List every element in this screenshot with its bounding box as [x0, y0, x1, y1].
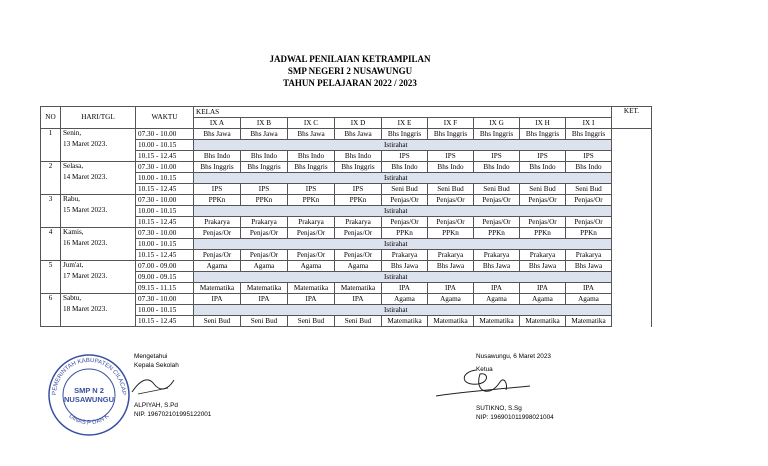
subject-cell: Penjas/Or: [566, 217, 612, 228]
left-signature-block: [134, 352, 179, 370]
subject-cell: IPS: [288, 184, 335, 195]
subject-cell: Bhs Indo: [428, 162, 474, 173]
ket-cell: [612, 272, 652, 283]
title-line-3: TAHUN PELAJARAN 2022 / 2023: [283, 78, 417, 88]
row-time: 07.30 - 10.00: [136, 162, 194, 173]
row-date: 18 Maret 2023.: [63, 305, 108, 313]
header-class-8: IX H: [520, 118, 566, 129]
subject-cell: PPKn: [428, 228, 474, 239]
break-cell: Istirahat: [194, 305, 612, 316]
left-signature-name-block: [134, 401, 211, 419]
subject-cell: Penjas/Or: [241, 250, 288, 261]
subject-cell: Matematika: [428, 316, 474, 327]
right-sig-nip: NIP: 196901011998021004: [476, 414, 554, 421]
header-class-5: IX E: [382, 118, 428, 129]
subject-cell: Prakarya: [428, 250, 474, 261]
subject-cell: Penjas/Or: [474, 217, 520, 228]
subject-cell: Agama: [520, 294, 566, 305]
row-date: 15 Maret 2023.: [63, 206, 108, 214]
row-time: 10.00 - 10.15: [136, 239, 194, 250]
subject-cell: Bhs Inggris: [335, 162, 382, 173]
subject-cell: Matematika: [474, 316, 520, 327]
subject-cell: PPKn: [241, 195, 288, 206]
subject-cell: Bhs Indo: [288, 151, 335, 162]
subject-cell: Bhs Jawa: [241, 129, 288, 140]
row-time: 07.30 - 10.00: [136, 294, 194, 305]
row-time: 07.30 - 10.00: [136, 195, 194, 206]
header-class-4: IX D: [335, 118, 382, 129]
subject-cell: Prakarya: [382, 250, 428, 261]
subject-cell: Penjas/Or: [428, 195, 474, 206]
subject-cell: Bhs Inggris: [241, 162, 288, 173]
stamp-center-1: SMP N 2: [74, 386, 104, 395]
subject-cell: Bhs Indo: [382, 162, 428, 173]
subject-cell: Penjas/Or: [520, 217, 566, 228]
right-sig-role: Ketua: [476, 366, 493, 373]
subject-cell: Seni Bud: [520, 184, 566, 195]
subject-cell: IPA: [288, 294, 335, 305]
row-number: 3: [41, 195, 61, 228]
row-time: 10.15 - 12.45: [136, 184, 194, 195]
break-cell: Istirahat: [194, 206, 612, 217]
row-time: 10.15 - 12.45: [136, 316, 194, 327]
ket-cell: [612, 305, 652, 316]
subject-cell: Seni Bud: [194, 316, 241, 327]
title-line-1: JADWAL PENILAIAN KETRAMPILAN: [269, 54, 431, 64]
subject-cell: Prakarya: [241, 217, 288, 228]
header-ket: KET.: [612, 107, 652, 129]
right-signature-name-block: [476, 404, 554, 422]
ket-cell: [612, 217, 652, 228]
ket-cell: [612, 140, 652, 151]
subject-cell: Agama: [288, 261, 335, 272]
subject-cell: Bhs Indo: [241, 151, 288, 162]
ket-cell: [612, 206, 652, 217]
subject-cell: Bhs Jawa: [335, 129, 382, 140]
subject-cell: IPS: [520, 151, 566, 162]
subject-cell: Penjas/Or: [428, 217, 474, 228]
row-day-date: [61, 294, 136, 327]
stamp-center-2: NUSAWUNGU: [64, 395, 114, 404]
stamp-top-text: PEMERINTAH KABUPATEN CILACAP: [51, 357, 127, 396]
subject-cell: Penjas/Or: [241, 228, 288, 239]
subject-cell: Seni Bud: [474, 184, 520, 195]
subject-cell: Agama: [194, 261, 241, 272]
subject-cell: Matematika: [241, 283, 288, 294]
row-time: 10.15 - 12.45: [136, 151, 194, 162]
header-class-2: IX B: [241, 118, 288, 129]
subject-cell: Penjas/Or: [382, 217, 428, 228]
subject-cell: Bhs Inggris: [194, 162, 241, 173]
school-stamp: [46, 352, 132, 438]
subject-cell: PPKn: [566, 228, 612, 239]
subject-cell: IPA: [335, 294, 382, 305]
ket-cell: [612, 294, 652, 305]
subject-cell: Seni Bud: [335, 316, 382, 327]
header-class-7: IX G: [474, 118, 520, 129]
subject-cell: IPA: [566, 283, 612, 294]
row-number: 2: [41, 162, 61, 195]
break-cell: Istirahat: [194, 272, 612, 283]
table-row: [41, 162, 652, 173]
subject-cell: IPA: [241, 294, 288, 305]
subject-cell: Bhs Inggris: [382, 129, 428, 140]
stamp-bottom-text: DINAS P DAN K: [67, 413, 111, 427]
subject-cell: Bhs Jawa: [382, 261, 428, 272]
row-time: 10.15 - 12.45: [136, 217, 194, 228]
subject-cell: IPA: [520, 283, 566, 294]
ket-cell: [612, 129, 652, 140]
row-time: 10.00 - 10.15: [136, 140, 194, 151]
table-row: [41, 195, 652, 206]
ket-cell: [612, 283, 652, 294]
header-class-6: IX F: [428, 118, 474, 129]
subject-cell: PPKn: [520, 228, 566, 239]
left-sig-name: ALPIYAH, S.Pd: [134, 402, 178, 409]
subject-cell: Prakarya: [566, 250, 612, 261]
subject-cell: IPS: [428, 151, 474, 162]
ket-cell: [612, 228, 652, 239]
subject-cell: Penjas/Or: [288, 250, 335, 261]
break-cell: Istirahat: [194, 239, 612, 250]
subject-cell: Bhs Inggris: [428, 129, 474, 140]
subject-cell: IPA: [382, 283, 428, 294]
row-time: 10.00 - 10.15: [136, 173, 194, 184]
row-date: 17 Maret 2023.: [63, 272, 108, 280]
subject-cell: Prakarya: [474, 250, 520, 261]
subject-cell: IPS: [241, 184, 288, 195]
row-number: 5: [41, 261, 61, 294]
subject-cell: Penjas/Or: [520, 195, 566, 206]
table-row: [41, 261, 652, 272]
left-sig-line2: Kepala Sekolah: [134, 362, 179, 369]
subject-cell: Bhs Jawa: [520, 261, 566, 272]
subject-cell: IPA: [428, 283, 474, 294]
subject-cell: Penjas/Or: [335, 228, 382, 239]
row-day-date: [61, 195, 136, 228]
subject-cell: PPKn: [335, 195, 382, 206]
subject-cell: Penjas/Or: [566, 195, 612, 206]
subject-cell: Prakarya: [520, 250, 566, 261]
row-day-date: [61, 129, 136, 162]
row-date: 14 Maret 2023.: [63, 173, 108, 181]
subject-cell: Penjas/Or: [474, 195, 520, 206]
subject-cell: Penjas/Or: [288, 228, 335, 239]
header-class-9: IX I: [566, 118, 612, 129]
row-time: 07.00 - 09.00: [136, 261, 194, 272]
subject-cell: Bhs Indo: [474, 162, 520, 173]
subject-cell: Bhs Inggris: [288, 162, 335, 173]
subject-cell: PPKn: [288, 195, 335, 206]
subject-cell: Penjas/Or: [194, 228, 241, 239]
subject-cell: Penjas/Or: [194, 250, 241, 261]
subject-cell: Seni Bud: [382, 184, 428, 195]
subject-cell: Penjas/Or: [382, 195, 428, 206]
subject-cell: PPKn: [382, 228, 428, 239]
table-row: [41, 294, 652, 305]
ket-cell: [612, 173, 652, 184]
subject-cell: Bhs Inggris: [566, 129, 612, 140]
row-day: Kamis,: [63, 228, 84, 236]
svg-text:DINAS P DAN K: [68, 413, 111, 426]
ket-cell: [612, 261, 652, 272]
subject-cell: Bhs Indo: [194, 151, 241, 162]
subject-cell: Bhs Inggris: [474, 129, 520, 140]
subject-cell: Bhs Jawa: [194, 129, 241, 140]
header-day: HARI/TGL: [61, 107, 136, 129]
subject-cell: Seni Bud: [428, 184, 474, 195]
row-day-date: [61, 162, 136, 195]
subject-cell: Matematika: [194, 283, 241, 294]
subject-cell: Penjas/Or: [335, 250, 382, 261]
subject-cell: Bhs Jawa: [288, 129, 335, 140]
subject-cell: Bhs Jawa: [474, 261, 520, 272]
ket-cell: [612, 239, 652, 250]
subject-cell: IPS: [474, 151, 520, 162]
subject-cell: Bhs Jawa: [428, 261, 474, 272]
row-time: 10.00 - 10.15: [136, 305, 194, 316]
row-day: Rabu,: [63, 195, 80, 203]
row-day-date: [61, 261, 136, 294]
subject-cell: Seni Bud: [288, 316, 335, 327]
header-class-3: IX C: [288, 118, 335, 129]
right-sig-name: SUTIKNO, S.Sg: [476, 405, 522, 412]
ket-cell: [612, 250, 652, 261]
subject-cell: Agama: [382, 294, 428, 305]
ket-cell: [612, 184, 652, 195]
row-day: Jum'at,: [63, 261, 84, 269]
row-time: 07.30 - 10.00: [136, 228, 194, 239]
right-signature-scribble: [430, 362, 540, 406]
row-number: 4: [41, 228, 61, 261]
row-time: 10.15 - 12.45: [136, 250, 194, 261]
subject-cell: PPKn: [194, 195, 241, 206]
table-row: [41, 228, 652, 239]
subject-cell: Prakarya: [335, 217, 382, 228]
subject-cell: Seni Bud: [566, 184, 612, 195]
subject-cell: PPKn: [474, 228, 520, 239]
subject-cell: Agama: [241, 261, 288, 272]
subject-cell: IPS: [566, 151, 612, 162]
subject-cell: Agama: [428, 294, 474, 305]
subject-cell: Agama: [566, 294, 612, 305]
ket-cell: [612, 316, 652, 327]
subject-cell: IPA: [194, 294, 241, 305]
left-sig-nip: NIP. 196702101995122001: [134, 411, 212, 418]
subject-cell: Bhs Jawa: [566, 261, 612, 272]
title-line-2: SMP NEGERI 2 NUSAWUNGU: [287, 66, 413, 76]
row-time: 07.30 - 10.00: [136, 129, 194, 140]
header-class-1: IX A: [194, 118, 241, 129]
subject-cell: IPA: [474, 283, 520, 294]
subject-cell: Matematika: [335, 283, 382, 294]
subject-cell: Matematika: [566, 316, 612, 327]
ket-cell: [612, 162, 652, 173]
subject-cell: Seni Bud: [241, 316, 288, 327]
subject-cell: Agama: [474, 294, 520, 305]
row-time: 09.00 - 09.15: [136, 272, 194, 283]
row-day-date: [61, 228, 136, 261]
subject-cell: Prakarya: [288, 217, 335, 228]
ket-cell: [612, 195, 652, 206]
row-date: 13 Maret 2023.: [63, 140, 108, 148]
subject-cell: Matematika: [382, 316, 428, 327]
break-cell: Istirahat: [194, 140, 612, 151]
subject-cell: Matematika: [520, 316, 566, 327]
schedule-table: [40, 106, 652, 327]
header-no: NO: [41, 107, 61, 129]
right-sig-place-date: Nusawungu, 6 Maret 2023: [476, 353, 551, 360]
table-row: [41, 129, 652, 140]
left-signature-scribble: [128, 372, 178, 398]
subject-cell: Bhs Indo: [520, 162, 566, 173]
subject-cell: IPS: [335, 184, 382, 195]
row-date: 16 Maret 2023.: [63, 239, 108, 247]
row-number: 1: [41, 129, 61, 162]
subject-cell: IPS: [194, 184, 241, 195]
row-day: Selasa,: [63, 162, 84, 170]
subject-cell: Bhs Indo: [566, 162, 612, 173]
ket-cell: [612, 151, 652, 162]
row-time: 09.15 - 11.15: [136, 283, 194, 294]
row-day: Sabtu,: [63, 294, 82, 302]
subject-cell: Bhs Inggris: [520, 129, 566, 140]
subject-cell: Bhs Indo: [335, 151, 382, 162]
row-time: 10.00 - 10.15: [136, 206, 194, 217]
subject-cell: Prakarya: [194, 217, 241, 228]
row-day: Senin,: [63, 129, 82, 137]
subject-cell: Matematika: [288, 283, 335, 294]
left-sig-line1: Mengetahui: [134, 353, 168, 360]
header-kelas: KELAS: [194, 107, 612, 118]
subject-cell: IPS: [382, 151, 428, 162]
row-number: 6: [41, 294, 61, 327]
break-cell: Istirahat: [194, 173, 612, 184]
header-time: WAKTU: [136, 107, 194, 129]
subject-cell: Agama: [335, 261, 382, 272]
